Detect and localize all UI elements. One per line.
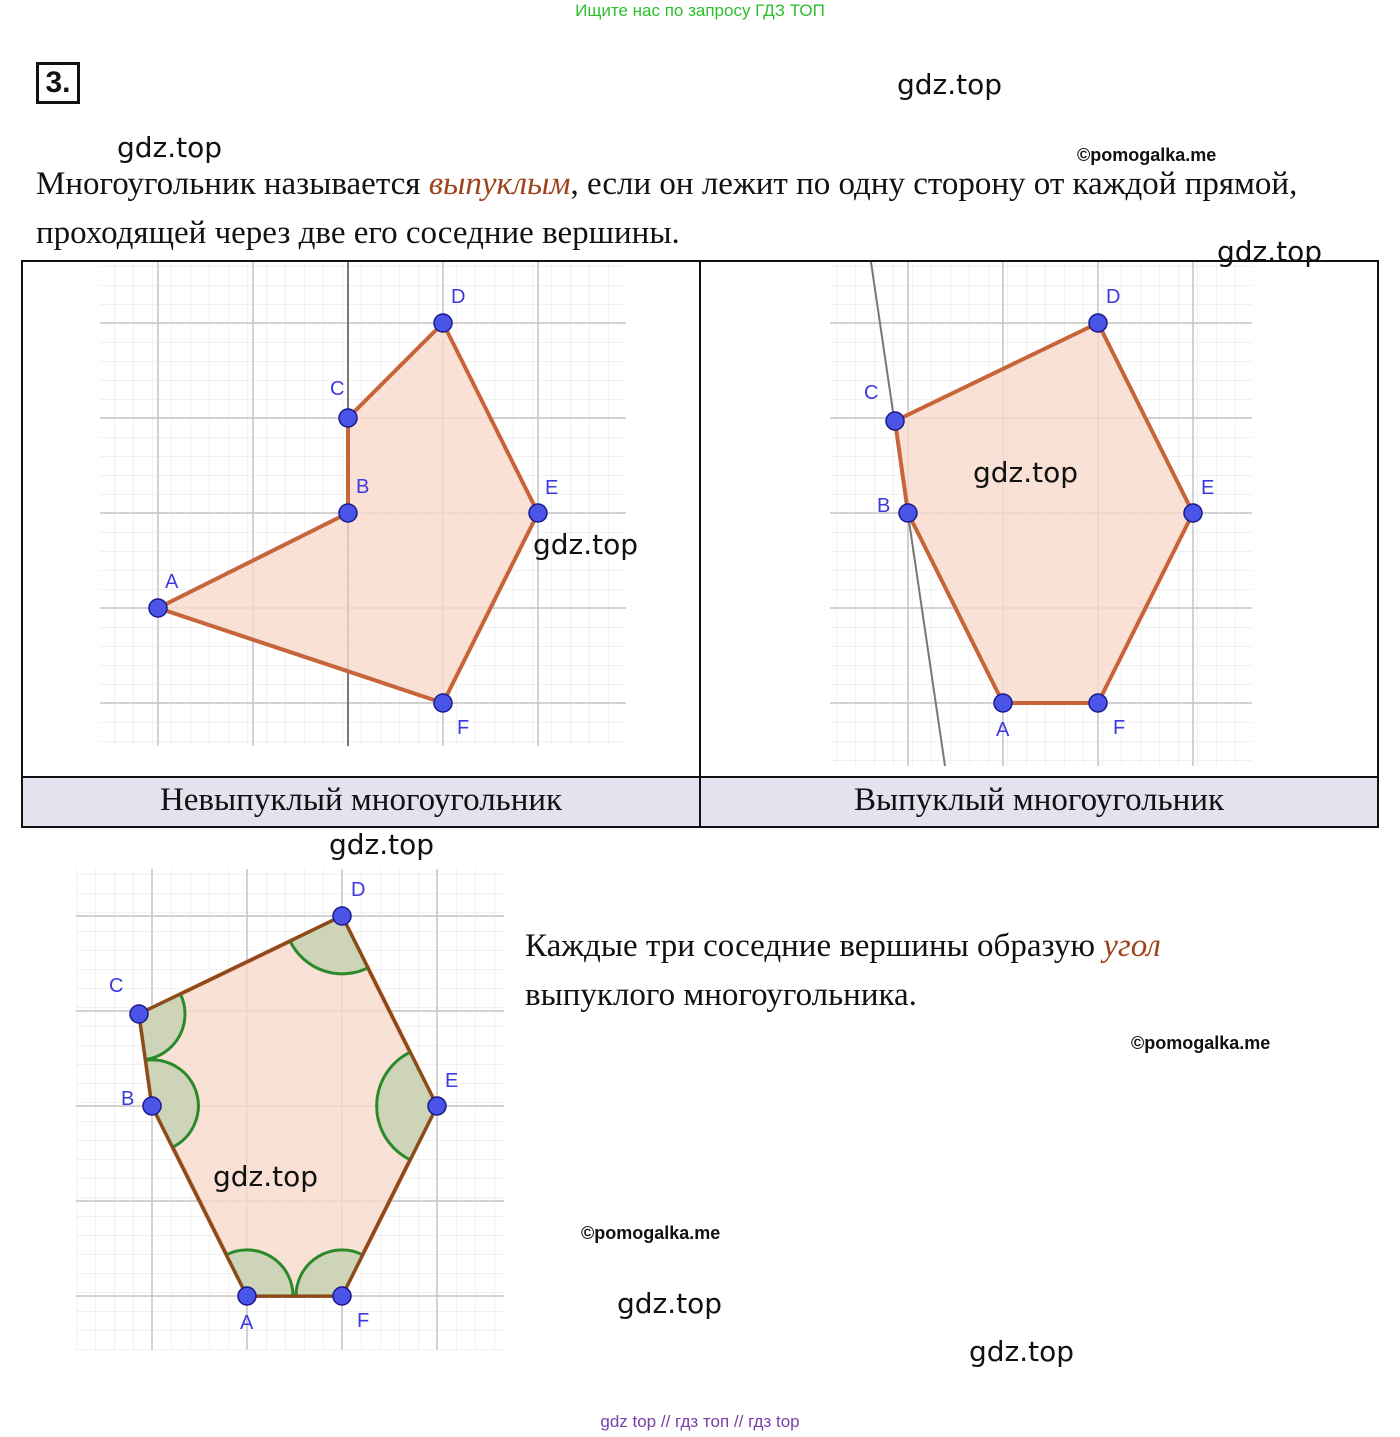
angle-note-term: угол — [1103, 928, 1161, 964]
nonconvex-caption: Невыпуклый многоугольник — [159, 782, 563, 818]
vertex-e-point — [1184, 504, 1202, 522]
watermark-gdz: gdz.top — [897, 68, 1003, 101]
convex-figure — [830, 262, 1252, 766]
footer-links — [0, 1412, 1400, 1432]
vertex-e-point — [529, 504, 547, 522]
definition-part2: , если он лежит по одну сторону от каждой прямой, проходящей через две его соседние вершины. — [36, 166, 1298, 251]
watermark-gdz: gdz.top — [1217, 235, 1323, 268]
vertex-b-point — [339, 504, 357, 522]
watermark-pomogalka: ©pomogalka.me — [1131, 1033, 1271, 1053]
vertex-f-point — [434, 694, 452, 712]
vertex-a-point — [994, 694, 1012, 712]
vertex-c-label: C — [330, 378, 345, 400]
vertex-f-label: F — [1113, 717, 1126, 739]
watermark-gdz: gdz.top — [617, 1287, 723, 1320]
vertex-a-label: A — [165, 571, 179, 593]
vertex-d-point — [1089, 314, 1107, 332]
watermark-gdz: gdz.top — [213, 1160, 319, 1193]
vertex-d-point — [333, 907, 351, 925]
footer-separator: // — [733, 1412, 744, 1431]
nonconvex-figure — [100, 262, 626, 746]
watermark-pomogalka: ©pomogalka.me — [1077, 145, 1217, 165]
vertex-f-point — [333, 1287, 351, 1305]
vertex-a-point — [149, 599, 167, 617]
vertex-a-label: A — [240, 1312, 254, 1334]
definition-part1: Многоугольник называется — [36, 166, 429, 202]
task-number: 3. — [36, 62, 80, 104]
footer-link-gdz-top-mixed[interactable]: гдз top — [748, 1412, 800, 1431]
vertex-c-point — [130, 1005, 148, 1023]
angle-note-part2: выпуклого многоугольника. — [525, 977, 917, 1013]
watermark-gdz: gdz.top — [973, 456, 1079, 489]
footer-separator: // — [660, 1412, 671, 1431]
convex-caption: Выпуклый многоугольник — [853, 782, 1225, 818]
vertex-f-point — [1089, 694, 1107, 712]
vertex-c-label: C — [864, 382, 879, 404]
vertex-e-label: E — [545, 477, 559, 499]
watermark-gdz: gdz.top — [533, 528, 639, 561]
definition-term: выпуклым — [428, 166, 571, 202]
vertex-a-point — [238, 1287, 256, 1305]
watermark-pomogalka: ©pomogalka.me — [581, 1223, 721, 1243]
watermark-gdz: gdz.top — [969, 1335, 1075, 1368]
vertex-d-label: D — [1106, 286, 1121, 308]
vertex-d-label: D — [351, 879, 366, 901]
vertex-b-label: B — [356, 476, 370, 498]
watermark-gdz: gdz.top — [117, 131, 223, 164]
vertex-d-point — [434, 314, 452, 332]
vertex-c-point — [886, 412, 904, 430]
search-hint-link[interactable]: Ищите нас по запросу ГДЗ ТОП — [575, 1, 825, 20]
footer-link-gdz-top-ru[interactable]: гдз топ — [675, 1412, 730, 1431]
vertex-e-point — [428, 1097, 446, 1115]
angles-figure — [76, 869, 504, 1350]
vertex-f-label: F — [357, 1310, 370, 1332]
vertex-b-point — [899, 504, 917, 522]
vertex-c-point — [339, 409, 357, 427]
vertex-e-label: E — [445, 1070, 459, 1092]
angle-note-part1: Каждые три соседние вершины образую — [525, 928, 1104, 964]
vertex-b-label: B — [121, 1088, 135, 1110]
vertex-f-label: F — [457, 717, 470, 739]
watermark-gdz: gdz.top — [329, 828, 435, 861]
angle-note-text — [525, 922, 1375, 1020]
vertex-c-label: C — [109, 975, 124, 997]
vertex-e-label: E — [1201, 477, 1215, 499]
vertex-b-label: B — [877, 495, 891, 517]
vertex-a-label: A — [996, 719, 1010, 741]
vertex-b-point — [143, 1097, 161, 1115]
footer-link-gdz-top[interactable]: gdz top — [600, 1412, 657, 1431]
vertex-d-label: D — [451, 286, 466, 308]
